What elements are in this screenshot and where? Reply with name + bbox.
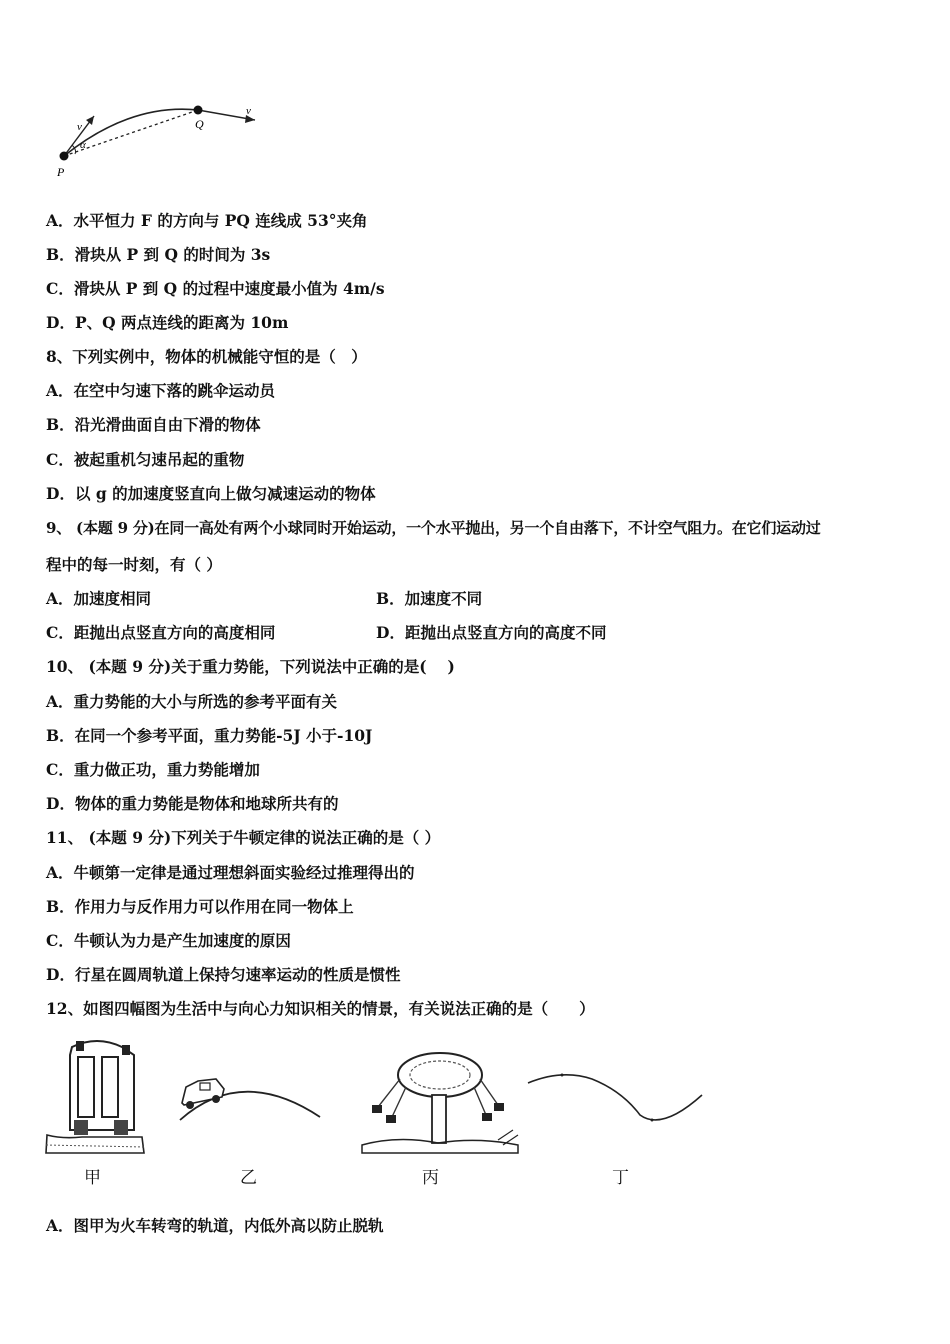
label-q: Q: [195, 117, 204, 131]
label-alpha: α: [80, 139, 86, 151]
q9-option-c: C．距抛出点竖直方向的高度相同: [46, 623, 276, 642]
caption-yi: 乙: [240, 1168, 257, 1188]
q10-stem: 10、 (本题 9 分)关于重力势能，下列说法中正确的是( ): [46, 657, 455, 676]
q9-stem-line1: 9、 (本题 9 分)在同一高处有两个小球同时开始运动，一个水平抛出，另一个自由落下，不计空气阻力。在它们运动过: [46, 519, 821, 537]
q8-option-a: A．在空中匀速下落的跳伞运动员: [46, 381, 276, 400]
trajectory-figure: [50, 98, 270, 183]
q8-option-b: B．沿光滑曲面自由下滑的物体: [46, 415, 261, 434]
figure-yi-car-bridge: [172, 1065, 327, 1125]
q7-option-a: A．水平恒力 F 的方向与 PQ 连线成 53°夹角: [46, 211, 368, 230]
q11-stem: 11、 (本题 9 分)下列关于牛顿定律的说法正确的是（ ）: [46, 828, 441, 847]
q8-stem: 8、下列实例中，物体的机械能守恒的是（ ）: [46, 347, 367, 366]
q10-option-a: A．重力势能的大小与所选的参考平面有关: [46, 692, 338, 711]
q11-option-d: D．行星在圆周轨道上保持匀速率运动的性质是惯性: [46, 965, 401, 984]
label-p: P: [57, 165, 65, 179]
label-v1: v: [77, 121, 82, 133]
caption-bing: 丙: [422, 1168, 439, 1188]
q9-stem-line2: 程中的每一时刻，有（ ）: [46, 555, 222, 574]
q9-option-d: D．距抛出点竖直方向的高度不同: [376, 623, 607, 642]
q10-option-d: D．物体的重力势能是物体和地球所共有的: [46, 794, 339, 813]
q9-option-a: A．加速度相同: [46, 589, 152, 608]
q11-option-c: C．牛顿认为力是产生加速度的原因: [46, 931, 291, 950]
q12-option-a: A．图甲为火车转弯的轨道，内低外高以防止脱轨: [46, 1216, 384, 1235]
figure-bing-carousel: [358, 1045, 533, 1160]
point-q: [194, 106, 203, 115]
q10-option-c: C．重力做正功，重力势能增加: [46, 760, 260, 779]
arrow-head-icon: [86, 116, 94, 125]
figure-ding-track: [522, 1065, 707, 1130]
q10-option-b: B．在同一个参考平面，重力势能-5J 小于-10J: [46, 726, 373, 745]
caption-ding: 丁: [612, 1168, 629, 1188]
q11-option-b: B．作用力与反作用力可以作用在同一物体上: [46, 897, 354, 916]
q7-option-d: D．P、Q 两点连线的距离为 10m: [46, 313, 289, 332]
q7-option-c: C．滑块从 P 到 Q 的过程中速度最小值为 4m/s: [46, 279, 385, 298]
q8-option-d: D．以 g 的加速度竖直向上做匀减速运动的物体: [46, 484, 376, 503]
q11-option-a: A．牛顿第一定律是通过理想斜面实验经过推理得出的: [46, 863, 415, 882]
q7-option-b: B．滑块从 P 到 Q 的时间为 3s: [46, 245, 271, 264]
label-v2: v: [246, 105, 251, 117]
q9-option-b: B．加速度不同: [376, 589, 483, 608]
q12-stem: 12、如图四幅图为生活中与向心力知识相关的情景，有关说法正确的是（ ）: [46, 999, 595, 1018]
caption-jia: 甲: [84, 1168, 101, 1188]
point-p: [60, 152, 69, 161]
q8-option-c: C．被起重机匀速吊起的重物: [46, 450, 245, 469]
figure-jia-train: [42, 1035, 152, 1160]
